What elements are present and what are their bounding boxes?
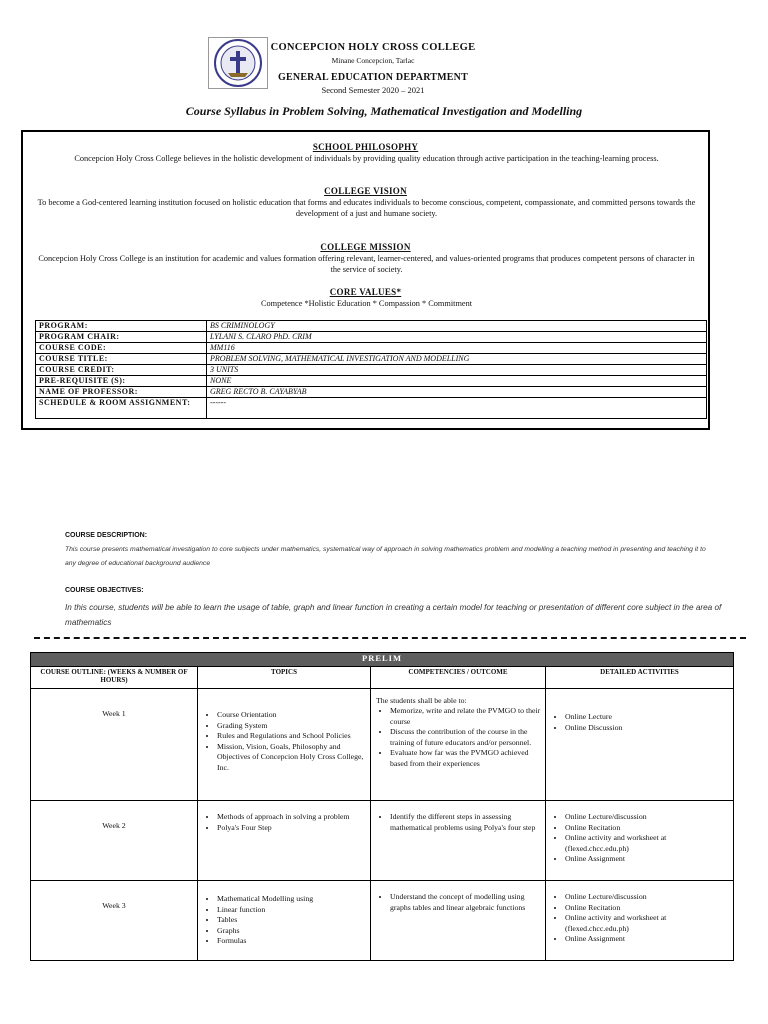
divider bbox=[34, 637, 746, 639]
course-title-label: COURSE TITLE: bbox=[36, 354, 207, 365]
program-chair-label: PROGRAM CHAIR: bbox=[36, 332, 207, 343]
course-code-label: COURSE CODE: bbox=[36, 343, 207, 354]
course-code-row bbox=[36, 343, 707, 354]
course-code-value: MM116 bbox=[207, 343, 707, 354]
course-outline-table bbox=[30, 652, 734, 961]
college-address: Minane Concepcion, Tarlac bbox=[331, 56, 415, 65]
prerequisite-value: NONE bbox=[207, 376, 707, 387]
list-item: • Evaluate how far was the PVMGO achieved based from their experiences bbox=[390, 748, 544, 769]
topics-cell bbox=[198, 881, 371, 961]
list-item: • Online Recitation bbox=[565, 823, 732, 834]
program-chair-row bbox=[36, 332, 707, 343]
course-credit-row bbox=[36, 365, 707, 376]
list-item: • Grading System bbox=[217, 721, 369, 732]
course-title-row bbox=[36, 354, 707, 365]
professor-value: GREG RECTO B. CAYABYAB bbox=[207, 387, 707, 398]
column-header-outline: COURSE OUTLINE: (WEEKS & NUMBER OF HOURS) bbox=[31, 667, 198, 689]
core-values-heading: CORE VALUES* bbox=[329, 287, 402, 297]
prerequisite-label: PRE-REQUISITE (S): bbox=[36, 376, 207, 387]
college-seal-icon bbox=[208, 37, 268, 89]
core-values-text: Competence *Holistic Education * Compassion * Commitment bbox=[260, 299, 473, 308]
prelim-header-row bbox=[31, 653, 734, 667]
activities-cell bbox=[546, 801, 734, 881]
list-item: • Mathematical Modelling using bbox=[217, 894, 369, 905]
course-credit-value: 3 UNITS bbox=[207, 365, 707, 376]
list-item: • Discuss the contribution of the course in the training of future educators and/or personnel. bbox=[390, 727, 544, 748]
course-title-value: PROBLEM SOLVING, MATHEMATICAL INVESTIGATION AND MODELLING bbox=[207, 354, 707, 365]
week-label: Week 1 bbox=[31, 689, 198, 801]
list-item: • Identify the different steps in assessing mathematical problems using Polya's four step bbox=[390, 812, 544, 833]
week-label: Week 3 bbox=[31, 881, 198, 961]
vision-heading: COLLEGE VISION bbox=[324, 186, 407, 196]
philosophy-heading: SCHOOL PHILOSOPHY bbox=[312, 142, 419, 152]
list-item: • Methods of approach in solving a problem bbox=[217, 812, 369, 823]
prelim-label: PRELIM bbox=[31, 653, 734, 667]
course-credit-label: COURSE CREDIT: bbox=[36, 365, 207, 376]
list-item: • Online activity and worksheet at (flexed.chcc.edu.ph) bbox=[565, 913, 732, 934]
list-item: • Rules and Regulations and School Policies bbox=[217, 731, 369, 742]
list-item: • Memorize, write and relate the PVMGO to their course bbox=[390, 706, 544, 727]
program-row bbox=[36, 321, 707, 332]
institution-info-box bbox=[21, 130, 710, 430]
list-item: • Online Lecture/discussion bbox=[565, 812, 732, 823]
mission-heading: COLLEGE MISSION bbox=[320, 242, 411, 252]
activities-cell bbox=[546, 689, 734, 801]
program-chair-value: LYLANI S. CLARO PhD. CRIM bbox=[207, 332, 707, 343]
list-item: • Online Recitation bbox=[565, 903, 732, 914]
competencies-cell bbox=[371, 881, 546, 961]
list-item: • Linear function bbox=[217, 905, 369, 916]
competencies-cell bbox=[371, 689, 546, 801]
professor-row bbox=[36, 387, 707, 398]
activities-cell bbox=[546, 881, 734, 961]
table-row bbox=[31, 881, 734, 961]
schedule-row bbox=[36, 398, 707, 419]
course-objectives-heading: COURSE OBJECTIVES: bbox=[65, 587, 144, 594]
department-name: GENERAL EDUCATION DEPARTMENT bbox=[278, 72, 468, 83]
professor-label: NAME OF PROFESSOR: bbox=[36, 387, 207, 398]
topics-cell bbox=[198, 689, 371, 801]
schedule-label: SCHEDULE & ROOM ASSIGNMENT: bbox=[36, 398, 207, 419]
list-item: • Mission, Vision, Goals, Philosophy and Objectives of Concepcion Holy Cross College, Inc. bbox=[217, 742, 369, 774]
college-name: CONCEPCION HOLY CROSS COLLEGE bbox=[270, 42, 476, 53]
schedule-value: ------ bbox=[207, 398, 707, 419]
course-description-text: This course presents mathematical investigation to core subjects under mathematics, systematical way of approach in solving mathematics problem and modelling a teaching method in presenting and teaching it to any degree of educational background audience bbox=[65, 546, 706, 567]
table-row bbox=[31, 689, 734, 801]
column-header-topics: TOPICS bbox=[198, 667, 371, 689]
philosophy-text: Concepcion Holy Cross College believes in the holistic development of individuals by providing quality education through active participation in the teaching-learning process. bbox=[74, 154, 659, 163]
list-item: • Online activity and worksheet at (flexed.chcc.edu.ph) bbox=[565, 833, 732, 854]
program-label: PROGRAM: bbox=[36, 321, 207, 332]
course-objectives-text: In this course, students will be able to learn the usage of table, graph and linear function in creating a certain model for teaching or presentation of different core subject in the area of mathematics bbox=[65, 603, 722, 627]
course-syllabus-title: Course Syllabus in Problem Solving, Mathematical Investigation and Modelling bbox=[185, 104, 583, 118]
vision-text: To become a God-centered learning institution focused on holistic education that forms and educates individuals to become conscious, competent, compassionate, and committed persons towards the development of a just and humane society. bbox=[37, 198, 696, 218]
list-item: • Polya's Four Step bbox=[217, 823, 369, 834]
mission-text: Concepcion Holy Cross College is an institution for academic and values formation offering relevant, learner-centered, and values-oriented programs that produces competent persons of character in the service of society. bbox=[38, 254, 695, 274]
semester: Second Semester 2020 – 2021 bbox=[321, 85, 425, 95]
list-item: • Online Lecture/discussion bbox=[565, 892, 732, 903]
list-item: • Online Discussion bbox=[565, 723, 732, 734]
competency-intro: The students shall be able to: bbox=[376, 696, 467, 705]
prerequisite-row bbox=[36, 376, 707, 387]
topics-cell bbox=[198, 801, 371, 881]
list-item: • Understand the concept of modelling using graphs tables and linear algebraic functions bbox=[390, 892, 544, 913]
list-item: • Online Lecture bbox=[565, 712, 732, 723]
list-item: • Graphs bbox=[217, 926, 369, 937]
list-item: • Course Orientation bbox=[217, 710, 369, 721]
list-item: • Online Assignment bbox=[565, 854, 732, 865]
week-label: Week 2 bbox=[31, 801, 198, 881]
table-row bbox=[31, 801, 734, 881]
course-description-heading: COURSE DESCRIPTION: bbox=[65, 532, 148, 539]
column-header-activities: DETAILED ACTIVITIES bbox=[546, 667, 734, 689]
list-item: • Online Assignment bbox=[565, 934, 732, 945]
column-header-competencies: COMPETENCIES / OUTCOME bbox=[371, 667, 546, 689]
list-item: • Formulas bbox=[217, 936, 369, 947]
program-info-table bbox=[35, 320, 707, 419]
program-value: BS CRIMINOLOGY bbox=[207, 321, 707, 332]
list-item: • Tables bbox=[217, 915, 369, 926]
column-header-row bbox=[31, 667, 734, 689]
competencies-cell bbox=[371, 801, 546, 881]
